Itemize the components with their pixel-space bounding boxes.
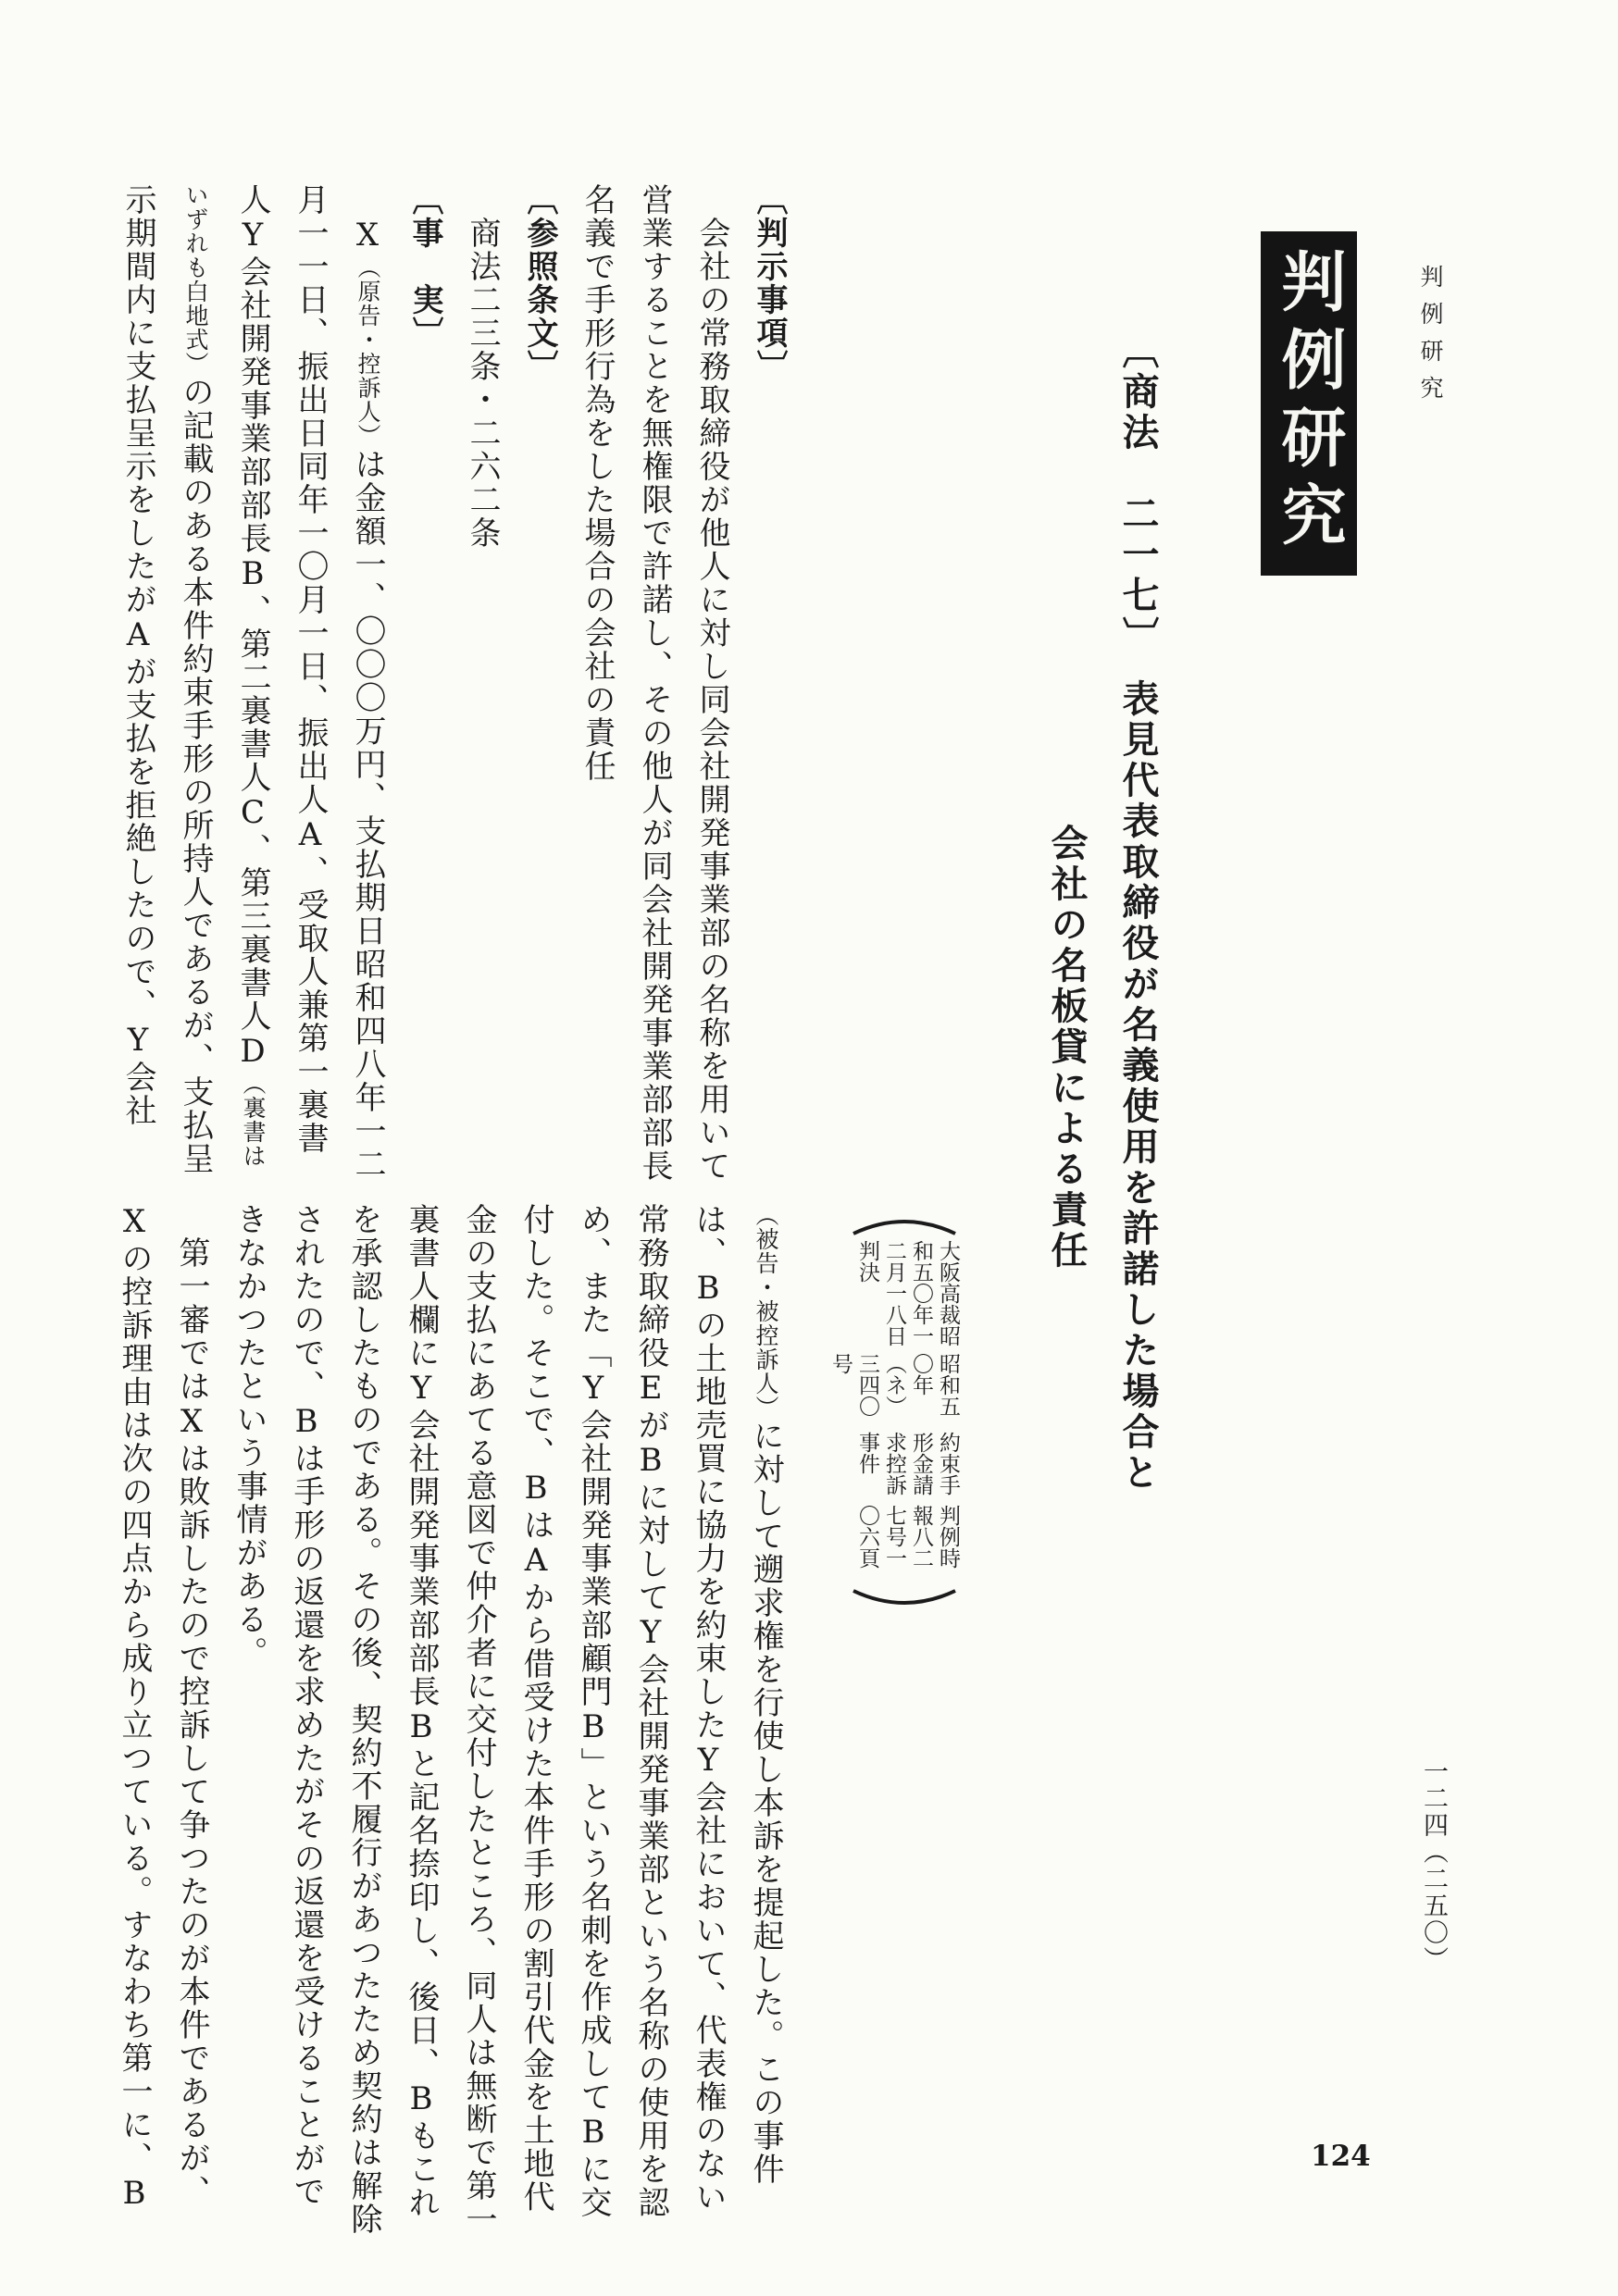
citation-case-number: 昭和五〇年（ネ）三四〇号 (828, 1352, 960, 1417)
facts-plaintiff-x: X (349, 217, 386, 255)
section-banner-text: 判例研究 (1271, 248, 1348, 559)
paren-top-arc (848, 1209, 961, 1236)
headnote-block (85, 183, 798, 1185)
facts-header: 〔事 実〕 (406, 183, 443, 350)
facts-body-end: の記載のある本件約束手形の所持人であるが、支払呈示期間内に支払呈示をしたがAが支払を拒絶したので、Y会社 (119, 183, 214, 1175)
facts-annotation-plaintiff: （原告・控訴人） (355, 255, 381, 448)
citation-case-name: 約束手形金請求控訴事件 (855, 1432, 960, 1496)
running-head: 判例研究 (1417, 265, 1444, 413)
citation-reporter: 判例時報八二七号一〇六頁 (855, 1505, 960, 1570)
facts-annotation-endorsement: （裏書はいずれも白地式） (182, 183, 267, 1168)
facts-continuation-paragraph (220, 1203, 794, 2240)
facts-paragraph-1 (109, 183, 396, 1185)
referenced-articles-body: 商法二三条・二六二条 (464, 217, 501, 550)
article-title (1031, 331, 1174, 1571)
section-banner (1261, 231, 1357, 576)
judgment-summary-header: 〔判示事項〕 (751, 183, 788, 383)
facts-continuation-block (72, 1203, 794, 2240)
case-citation-block (828, 1209, 961, 1616)
title-line-2: 会社の名板貸による責任 (1045, 824, 1089, 1272)
title-line-1: 〔商法 二一七〕 表見代表取締役が名義使用を許諾した場合と (1116, 331, 1160, 1494)
page-number-kanji: 一二四 (1419, 1758, 1448, 1839)
appeal-paragraph: 第一審ではXは敗訴したので控訴して争つたのが本件であるが、Xの控訴理由は次の四点から成り立つている。すなわち第一に、B (116, 1203, 210, 2214)
citation-court-date: 大阪高裁昭和五〇年一二月一八日判決 (855, 1240, 960, 1347)
judgment-summary-body: 会社の常務取締役が他人に対し同会社開発事業部の名称を用いて営業することを無権限で許諾し、その他人が同会社開発事業部部長名義で手形行為をした場合の会社の責任 (579, 183, 730, 1183)
case-citation-text (828, 1240, 961, 1584)
page-number-kanji-block (1415, 1758, 1451, 1973)
facts-annotation-defendant: （被告・被控訴人） (753, 1203, 779, 1420)
facts-continuation-body: に対して遡求権を行使し本訴を提起した。この事件は、Bの土地売買に協力を約束したY会社において、代表権のない常務取締役EがBに対してY会社開発事業部という名称の使用を認め、また「Y会社開発事業部顧門B」という名刺を作成してBに交付した。そこで、BはAから借受けた本件手形の割引代金を土地代金の支払にあてる意図で仲介者に交付したところ、同人は無断で第一裏書人欄にY会社開発事業部部長Bと記名捺印し、後日、Bもこれを承認したものである。その後、契約不履行があつたため契約は解除されたので、Bは手形の返還を求めたがその返還を受けることができなかつたという事情がある。 (230, 1203, 784, 2236)
facts-body-mid: は金額一、〇〇〇万円、支払期日昭和四八年一二月一一日、振出日同年一〇月一日、振出人A、受取人兼第一裏書人Y会社開発事業部部長B、第二裏書人C、第三裏書人D (234, 183, 386, 1181)
page-number-volume: （二五〇） (1419, 1839, 1448, 1973)
page-number-arabic: 124 (1311, 2140, 1371, 2173)
referenced-articles-header: 〔参照条文〕 (521, 183, 558, 383)
paren-bottom-arc (848, 1588, 961, 1616)
